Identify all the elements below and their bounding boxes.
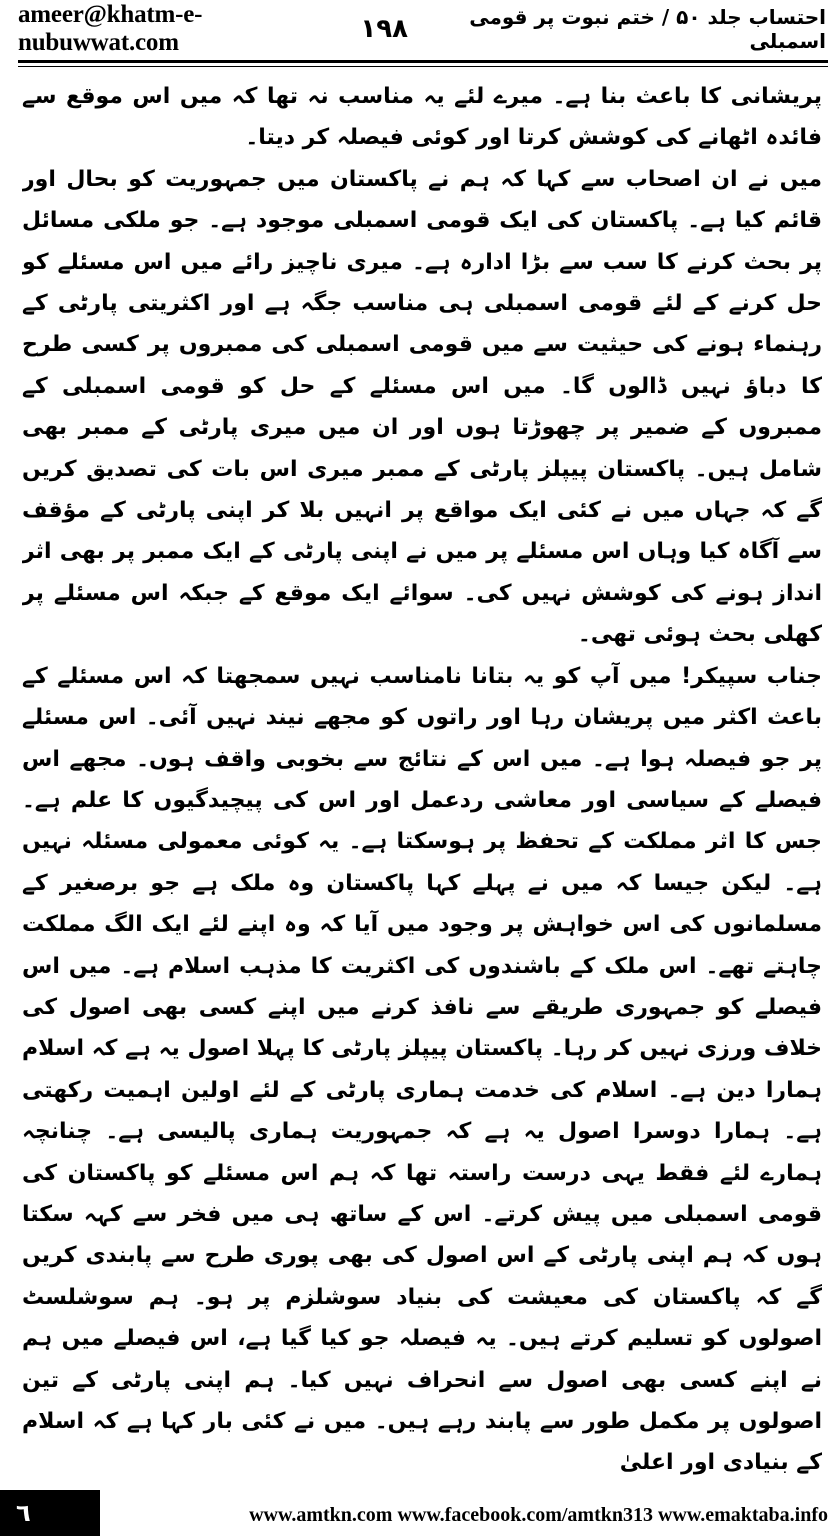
document-body	[22, 76, 822, 1486]
paragraph: جناب سپیکر! میں آپ کو یہ بتانا نامناسب نہیں سمجھتا کہ اس مسئلے کے باعث اکثر میں پریشان رہا اور راتوں کو مجھے نیند نہیں آئی۔ اس مسئلے پر جو فیصلہ ہوا ہے۔ میں اس کے نتائج سے بخوبی واقف ہوں۔ مجھے اس فیصلے کے سیاسی اور معاشی ردعمل اور اس کی پیچیدگیوں کا علم ہے۔ جس کا اثر مملکت کے تحفظ پر ہوسکتا ہے۔ یہ کوئی معمولی مسئلہ نہیں ہے۔ لیکن جیسا کہ میں نے پہلے کہا پاکستان وہ ملک ہے جو برصغیر کے مسلمانوں کی اس خواہش پر وجود میں آیا کہ وہ اپنے لئے ایک الگ مملکت چاہتے تھے۔ اس ملک کے باشندوں کی اکثریت کا مذہب اسلام ہے۔ میں اس فیصلے کو جمہوری طریقے سے نافذ کرنے میں اپنے کسی بھی اصول کی خلاف ورزی نہیں کر رہا۔ پاکستان پیپلز پارٹی کا پہلا اصول یہ ہے کہ اسلام ہمارا دین ہے۔ اسلام کی خدمت ہماری پارٹی کے لئے اولین اہمیت رکھتی ہے۔ ہمارا دوسرا اصول یہ ہے کہ جمہوریت ہماری پالیسی ہے۔ چنانچہ ہمارے لئے فقط یہی درست راستہ تھا کہ ہم اس مسئلے کو پاکستان کی قومی اسمبلی میں پیش کرتے۔ اس کے ساتھ ہی میں فخر سے کہہ سکتا ہوں کہ ہم اپنی پارٹی کے اس اصول کی بھی پوری طرح سے پابندی کریں گے کہ پاکستان کی معیشت کی بنیاد سوشلزم پر ہو۔ ہم سوشلسٹ اصولوں کو تسلیم کرتے ہیں۔ یہ فیصلہ جو کیا گیا ہے، اس فیصلے میں ہم نے اپنے کسی بھی اصول سے انحراف نہیں کیا۔ ہم اپنی پارٹی کے تین اصولوں پر مکمل طور سے پابند رہے ہیں۔ میں نے کئی بار کہا ہے کہ اسلام کے بنیادی اور اعلیٰ	[22, 663, 822, 1476]
footer-page-badge	[0, 1490, 100, 1536]
paragraph: پریشانی کا باعث بنا ہے۔ میرے لئے یہ مناسب نہ تھا کہ میں اس موقع سے فائدہ اٹھانے کی کوشش کرتا اور کوئی فیصلہ کر دیتا۔	[22, 84, 822, 151]
paragraph: میں نے ان اصحاب سے کہا کہ ہم نے پاکستان میں جمہوریت کو بحال اور قائم کیا ہے۔ پاکستان کی ایک قومی اسمبلی موجود ہے۔ جو ملکی مسائل پر بحث کرنے کا سب سے بڑا ادارہ ہے۔ میری ناچیز رائے میں اس مسئلے کو حل کرنے کے لئے قومی اسمبلی ہی مناسب جگہ ہے اور اکثریتی پارٹی کے رہنماء ہونے کی حیثیت سے میں قومی اسمبلی کی ممبروں پر کسی طرح کا دباؤ نہیں ڈالوں گا۔ میں اس مسئلے کے حل کو قومی اسمبلی کے ممبروں کے ضمیر پر چھوڑتا ہوں اور ان میں میری پارٹی کے ممبر بھی شامل ہیں۔ پاکستان پیپلز پارٹی کے ممبر میری اس بات کی تصدیق کریں گے کہ جہاں میں نے کئی ایک مواقع پر انہیں بلا کر اپنی پارٹی کے مؤقف سے آگاہ کیا وہاں اس مسئلے پر میں نے اپنی پارٹی کے ایک ممبر پر بھی اثر انداز ہونے کی کوشش نہیں کی۔ سوائے ایک موقع کے جبکہ اس مسئلے پر کھلی بحث ہوئی تھی۔	[22, 166, 822, 648]
page-header	[0, 0, 840, 58]
header-page-number: ۱۹۸	[360, 14, 408, 44]
header-book-title: احتساب جلد ۵۰ / ختم نبوت پر قومی اسمبلی	[469, 5, 826, 53]
page-footer	[0, 1490, 840, 1540]
footer-page-number: ٦	[16, 1499, 31, 1527]
header-divider-thin	[18, 66, 828, 67]
header-left-group	[18, 1, 408, 57]
footer-links: www.amtkn.com www.facebook.com/amtkn313 www.emaktaba.info	[249, 1504, 828, 1526]
header-divider	[18, 60, 828, 63]
header-email: ameer@khatm-e-nubuwwat.com	[18, 1, 203, 56]
